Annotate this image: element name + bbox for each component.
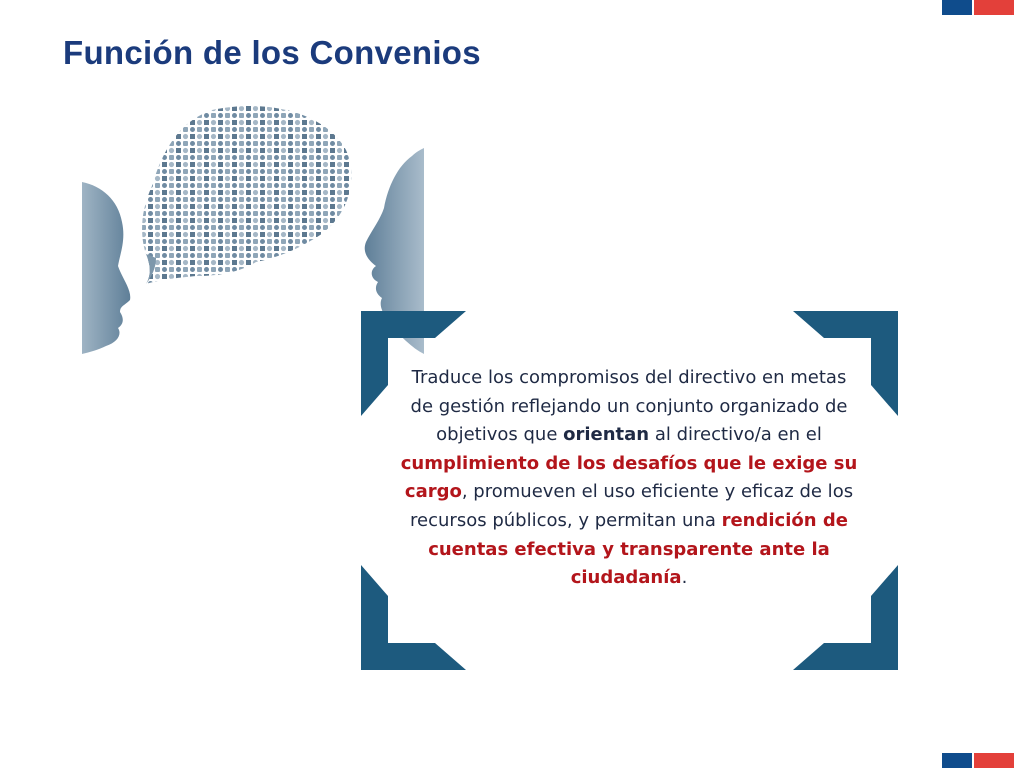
flag-stripe-bottom <box>942 753 1024 768</box>
flag-stripe-top <box>942 0 1024 15</box>
flag-red-block <box>974 0 1014 15</box>
flag-red-block <box>974 753 1014 768</box>
flag-blue-block <box>942 0 972 15</box>
description-text-3: , promueven el uso eficiente y eficaz de los recursos públicos, y permitan una <box>410 481 854 531</box>
speech-bubble-icon <box>142 106 351 284</box>
page-title: Función de los Convenios <box>63 34 481 71</box>
flag-blue-block <box>942 753 972 768</box>
description-paragraph <box>398 364 860 593</box>
head-silhouette-left-icon <box>82 182 130 354</box>
description-text-2: al directivo/a en el <box>649 424 822 446</box>
description-text-4: . <box>681 567 688 589</box>
description-emphasis-cumplimiento: cumplimiento de los desafíos que le exige su cargo <box>400 452 858 503</box>
description-emphasis-rendicion: rendición de cuentas efectiva y transparente ante la ciudadanía <box>428 509 848 589</box>
description-text-1: Traduce los compromisos del directivo en metas de gestión reflejando un conjunto organizado de objetivos que <box>410 367 848 446</box>
description-emphasis-orientan: orientan <box>563 424 650 446</box>
